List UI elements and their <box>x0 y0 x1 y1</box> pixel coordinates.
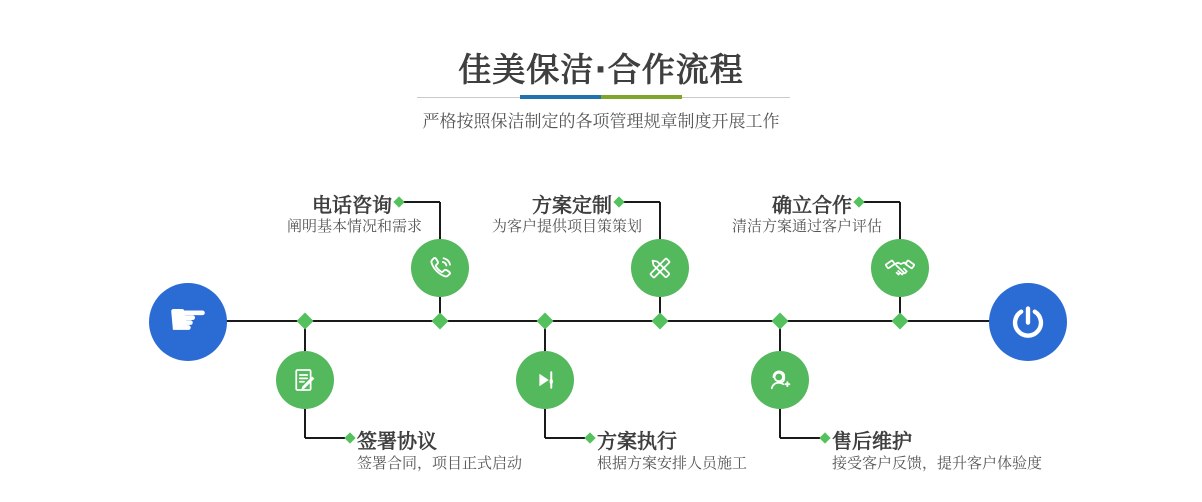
label-diamond <box>584 432 595 443</box>
step-title: 电话咨询 <box>312 193 392 217</box>
step-desc: 签署合同，项目正式启动 <box>357 454 523 472</box>
step-title: 方案执行 <box>597 429 677 453</box>
step-desc: 清洁方案通过客户评估 <box>731 217 882 235</box>
timeline-node-diamond <box>297 313 314 330</box>
timeline-node-diamond <box>537 313 554 330</box>
start-node <box>149 283 227 361</box>
connector-hline <box>305 437 345 439</box>
power-icon <box>1007 301 1049 343</box>
timeline-node-diamond <box>432 313 449 330</box>
timeline-node-diamond <box>652 313 669 330</box>
title-divider-blue-segment <box>520 95 601 99</box>
step-title: 确立合作 <box>772 193 852 217</box>
step-title: 售后维护 <box>832 429 912 453</box>
connector-hline <box>780 437 820 439</box>
label-diamond <box>344 432 355 443</box>
label-diamond <box>613 196 624 207</box>
connector-hline <box>402 201 440 203</box>
page-title: 佳美保洁·合作流程 <box>458 50 744 89</box>
step-desc: 根据方案安排人员施工 <box>597 454 748 472</box>
sign-document-icon <box>276 351 334 409</box>
label-diamond <box>393 196 404 207</box>
connector-hline <box>862 201 900 203</box>
connector-hline <box>545 437 585 439</box>
step-title: 方案定制 <box>532 193 612 217</box>
end-node <box>989 283 1067 361</box>
timeline-node-diamond <box>772 313 789 330</box>
pencil-ruler-icon <box>631 239 689 297</box>
label-diamond <box>853 196 864 207</box>
title-divider-green-segment <box>601 95 682 99</box>
step-desc: 为客户提供项目策策划 <box>491 217 642 235</box>
pointing-hand-icon: ☛ <box>167 292 209 346</box>
step-title: 签署协议 <box>357 429 437 453</box>
label-diamond <box>819 432 830 443</box>
handshake-icon <box>871 239 929 297</box>
headset-plus-icon <box>751 351 809 409</box>
step-desc: 阐明基本情况和需求 <box>286 217 422 235</box>
play-icon <box>516 351 574 409</box>
phone-icon <box>411 239 469 297</box>
step-desc: 接受客户反馈，提升客户体验度 <box>832 454 1043 472</box>
timeline-node-diamond <box>892 313 909 330</box>
connector-hline <box>622 201 660 203</box>
page-subtitle: 严格按照保洁制定的各项管理规章制度开展工作 <box>422 112 780 132</box>
